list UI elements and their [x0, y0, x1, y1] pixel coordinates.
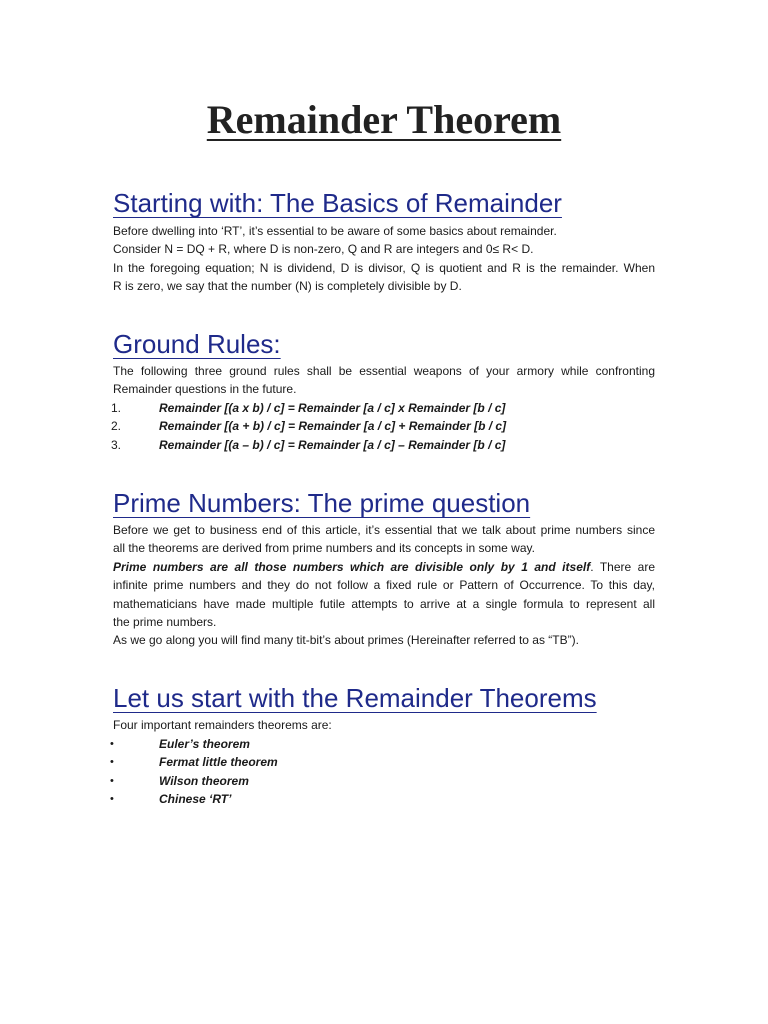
- prime-line: the prime numbers.: [113, 615, 217, 630]
- prime-line: mathematicians have made multiple futile attempts to arrive at a single formula to represent all: [113, 596, 655, 611]
- rule-text: Remainder [(a – b) / c] = Remainder [a / c] – Remainder [b / c]: [159, 437, 506, 452]
- ground-rules-line: Remainder questions in the future.: [113, 382, 297, 397]
- rule-item: [0, 436, 768, 454]
- theorem-item: [0, 753, 768, 771]
- theorem-item: [0, 772, 768, 790]
- prime-line: As we go along you will find many tit-bit’s about primes (Hereinafter referred to as “TB”).: [113, 633, 579, 648]
- document-title: Remainder Theorem: [206, 97, 562, 142]
- rule-item: [0, 399, 768, 417]
- theorem-name: Euler’s theorem: [159, 737, 250, 751]
- rule-number: 2.: [110, 419, 121, 434]
- theorem-item: [0, 790, 768, 808]
- prime-line: Before we get to business end of this article, it’s essential that we talk about prime numbers since: [113, 523, 655, 537]
- rule-text: Remainder [(a x b) / c] = Remainder [a / c] x Remainder [b / c]: [159, 401, 506, 415]
- rule-text: Remainder [(a + b) / c] = Remainder [a / c] + Remainder [b / c]: [159, 419, 507, 434]
- theorem-item: [0, 735, 768, 753]
- rule-number: 1.: [110, 401, 121, 415]
- theorems-intro-line: Four important remainders theorems are:: [113, 718, 332, 732]
- theorem-name: Fermat little theorem: [159, 755, 278, 770]
- bullet-icon: •: [110, 756, 114, 769]
- theorem-name: Chinese ‘RT’: [159, 792, 232, 807]
- theorems-list: [0, 735, 768, 809]
- heading-prime-numbers: Prime Numbers: The prime question: [113, 488, 531, 518]
- basics-line: R is zero, we say that the number (N) is completely divisible by D.: [113, 279, 462, 294]
- prime-line: all the theorems are derived from prime numbers and its concepts in some way.: [113, 541, 535, 556]
- prime-emphasis-line: [113, 558, 655, 576]
- heading-remainder-theorems: Let us start with the Remainder Theorems: [113, 683, 597, 713]
- prime-line: infinite prime numbers and they do not follow a fixed rule or Pattern of Occurrence. To this day,: [113, 578, 655, 593]
- ground-rules-list: [0, 399, 768, 454]
- ground-rules-intro: [113, 362, 655, 399]
- rule-number: 3.: [110, 437, 121, 452]
- basics-line: Consider N = DQ + R, where D is non-zero, Q and R are integers and 0≤ R< D.: [113, 242, 534, 257]
- bullet-icon: •: [110, 738, 114, 750]
- ground-rules-line: The following three ground rules shall be essential weapons of your armory while confronting: [113, 364, 655, 378]
- prime-definition-tail: . There are: [590, 559, 655, 574]
- bullet-icon: •: [110, 793, 114, 806]
- heading-ground-rules: Ground Rules:: [113, 329, 281, 359]
- bullet-icon: •: [110, 774, 114, 787]
- heading-basics: Starting with: The Basics of Remainder: [113, 188, 562, 218]
- prime-definition: Prime numbers are all those numbers which are divisible only by 1 and itself: [113, 559, 591, 574]
- rule-item: [0, 417, 768, 435]
- theorem-name: Wilson theorem: [159, 773, 249, 788]
- basics-paragraph: [113, 222, 655, 296]
- prime-paragraph: [113, 521, 655, 650]
- basics-line: In the foregoing equation; N is dividend, D is divisor, Q is quotient and R is the remainder. When: [113, 260, 655, 275]
- basics-line: Before dwelling into ‘RT’, it’s essential to be aware of some basics about remainder.: [113, 224, 557, 238]
- theorems-intro: [113, 716, 655, 734]
